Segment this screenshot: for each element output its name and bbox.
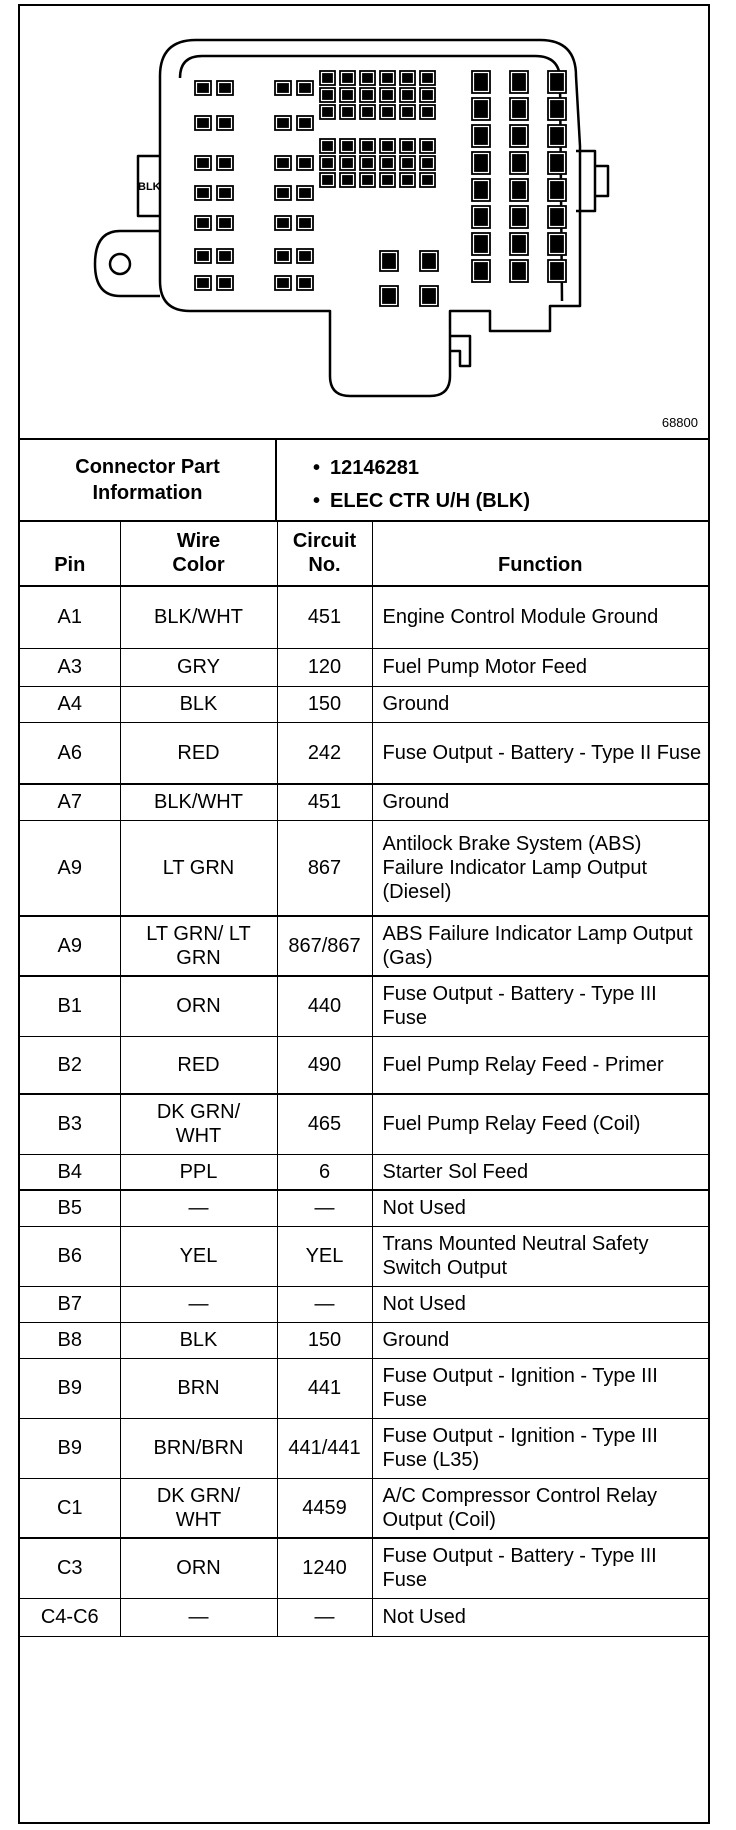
wire-color-cell: RED (120, 722, 277, 784)
circuit-cell: 441/441 (277, 1418, 372, 1478)
cavity-marking (475, 263, 487, 279)
pin-cell: B5 (20, 1190, 120, 1226)
cavity-marking (383, 176, 392, 184)
cavity-marking (423, 159, 432, 167)
cavity-marking (198, 279, 208, 287)
cavity-marking (300, 84, 310, 92)
cavity-marking (513, 101, 525, 117)
function-cell: Fuse Output - Battery - Type III Fuse (372, 1538, 708, 1598)
circuit-cell: 867/867 (277, 916, 372, 976)
table-row (20, 686, 708, 722)
pin-cell: B9 (20, 1358, 120, 1418)
circuit-cell: — (277, 1190, 372, 1226)
cavity-marking (198, 252, 208, 260)
cavity-marking (220, 279, 230, 287)
cavity-marking (403, 108, 412, 116)
table-row (20, 1036, 708, 1094)
connector-sheet (18, 4, 710, 1824)
circuit-cell: 441 (277, 1358, 372, 1418)
cavity-marking (383, 91, 392, 99)
cavity-marking (513, 236, 525, 252)
pin-cell: B1 (20, 976, 120, 1036)
cavity-marking (551, 155, 563, 171)
cavity-marking (513, 182, 525, 198)
table-row (20, 1598, 708, 1636)
cavity-marking (383, 74, 392, 82)
wire-color-cell: — (120, 1190, 277, 1226)
cavity-marking (198, 159, 208, 167)
cavity-marking (300, 219, 310, 227)
function-cell: Not Used (372, 1190, 708, 1226)
cavity-marking (220, 159, 230, 167)
pin-cell: B3 (20, 1094, 120, 1154)
pin-cell: C3 (20, 1538, 120, 1598)
cavity-marking (551, 101, 563, 117)
cavity-marking (475, 101, 487, 117)
wire-color-cell: DK GRN/ WHT (120, 1094, 277, 1154)
function-cell: Ground (372, 1322, 708, 1358)
circuit-cell: 465 (277, 1094, 372, 1154)
function-cell: Ground (372, 784, 708, 820)
cavity-marking (423, 176, 432, 184)
circuit-cell: YEL (277, 1226, 372, 1286)
function-cell: Fuse Output - Battery - Type II Fuse (372, 722, 708, 784)
cavity-marking (323, 142, 332, 150)
cavity-marking (551, 74, 563, 90)
wire-color-cell: LT GRN/ LT GRN (120, 916, 277, 976)
cavity-marking (403, 142, 412, 150)
function-cell: Engine Control Module Ground (372, 586, 708, 648)
cavity-marking (383, 108, 392, 116)
pin-cell: A7 (20, 784, 120, 820)
cavity-marking (220, 84, 230, 92)
circuit-cell: 451 (277, 586, 372, 648)
wire-color-cell: BLK (120, 1322, 277, 1358)
cavity-marking (423, 289, 435, 303)
connector-part-info-label: Connector Part Information (20, 440, 277, 520)
cavity-marking (323, 176, 332, 184)
connector-drawing (20, 6, 708, 438)
table-row (20, 820, 708, 916)
cavity-marking (475, 155, 487, 171)
pin-cell: A9 (20, 820, 120, 916)
function-cell: Not Used (372, 1598, 708, 1636)
wire-color-cell: BLK (120, 686, 277, 722)
table-row (20, 648, 708, 686)
connector-diagram (20, 6, 708, 440)
cavity-marking (383, 254, 395, 268)
pin-cell: B8 (20, 1322, 120, 1358)
wire-color-cell: — (120, 1286, 277, 1322)
cavity-marking (278, 279, 288, 287)
cavity-marking (475, 209, 487, 225)
cavity-marking (551, 128, 563, 144)
part-description: • ELEC CTR U/H (BLK) (313, 485, 708, 518)
wire-color-cell: BRN/BRN (120, 1418, 277, 1478)
cavity-marking (363, 159, 372, 167)
table-row (20, 916, 708, 976)
table-row (20, 1154, 708, 1190)
cavity-marking (475, 128, 487, 144)
table-row (20, 1322, 708, 1358)
function-cell: ABS Failure Indicator Lamp Output (Gas) (372, 916, 708, 976)
cavity-marking (323, 159, 332, 167)
cavity-marking (278, 252, 288, 260)
table-row (20, 1190, 708, 1226)
wire-color-cell: BLK/WHT (120, 586, 277, 648)
table-row (20, 1358, 708, 1418)
cavity-marking (403, 91, 412, 99)
circuit-cell: 451 (277, 784, 372, 820)
cavity-marking (343, 74, 352, 82)
cavity-marking (300, 252, 310, 260)
cavity-marking (278, 159, 288, 167)
function-cell: Not Used (372, 1286, 708, 1322)
wire-color-cell: PPL (120, 1154, 277, 1190)
pin-cell: B7 (20, 1286, 120, 1322)
table-row (20, 586, 708, 648)
cavity-marking (423, 74, 432, 82)
cavity-marking (220, 219, 230, 227)
pin-cell: B2 (20, 1036, 120, 1094)
cavity-marking (198, 219, 208, 227)
wire-color-cell: YEL (120, 1226, 277, 1286)
table-row (20, 722, 708, 784)
pin-cell: A9 (20, 916, 120, 976)
cavity-marking (300, 159, 310, 167)
cavity-marking (403, 74, 412, 82)
circuit-cell: — (277, 1286, 372, 1322)
cavity-marking (343, 108, 352, 116)
cavity-marking (198, 119, 208, 127)
function-cell: Fuse Output - Battery - Type III Fuse (372, 976, 708, 1036)
table-row (20, 1226, 708, 1286)
circuit-cell: 1240 (277, 1538, 372, 1598)
cavity-marking (300, 189, 310, 197)
cavity-marking (343, 176, 352, 184)
wire-color-cell: BRN (120, 1358, 277, 1418)
cavity-marking (513, 155, 525, 171)
cavity-marking (363, 91, 372, 99)
header-function: Function (372, 522, 708, 586)
cavity-marking (300, 119, 310, 127)
cavity-marking (220, 189, 230, 197)
figure-number: 68800 (661, 415, 698, 430)
table-row (20, 1418, 708, 1478)
wire-color-cell: DK GRN/ WHT (120, 1478, 277, 1538)
cavity-marking (551, 263, 563, 279)
table-row (20, 976, 708, 1036)
circuit-cell: 6 (277, 1154, 372, 1190)
cavity-marking (513, 263, 525, 279)
pin-cell: A3 (20, 648, 120, 686)
cavity-marking (475, 182, 487, 198)
cavity-marking (343, 159, 352, 167)
function-cell: Fuse Output - Ignition - Type III Fuse (372, 1358, 708, 1418)
cavity-marking (551, 236, 563, 252)
header-wire-color: Wire Color (120, 522, 277, 586)
pinout-table-body (20, 586, 708, 1636)
circuit-cell: 867 (277, 820, 372, 916)
pin-cell: B6 (20, 1226, 120, 1286)
cavity-marking (323, 108, 332, 116)
table-header-row (20, 522, 708, 586)
circuit-cell: 440 (277, 976, 372, 1036)
pin-cell: B4 (20, 1154, 120, 1190)
blk-label: BLK (138, 181, 161, 193)
pin-cell: C4-C6 (20, 1598, 120, 1636)
wire-color-cell: GRY (120, 648, 277, 686)
cavity-marking (343, 142, 352, 150)
circuit-cell: 120 (277, 648, 372, 686)
cavity-marking (551, 182, 563, 198)
cavity-marking (343, 91, 352, 99)
function-cell: Fuel Pump Motor Feed (372, 648, 708, 686)
cavity-marking (475, 236, 487, 252)
pin-cell: B9 (20, 1418, 120, 1478)
cavity-marking (323, 74, 332, 82)
circuit-cell: 4459 (277, 1478, 372, 1538)
cavity-marking (220, 252, 230, 260)
cavity-marking (383, 142, 392, 150)
function-cell: Fuse Output - Ignition - Type III Fuse (L35) (372, 1418, 708, 1478)
function-cell: Fuel Pump Relay Feed (Coil) (372, 1094, 708, 1154)
cavity-marking (423, 91, 432, 99)
cavity-marking (423, 142, 432, 150)
pinout-table (20, 522, 708, 1637)
wire-color-cell: ORN (120, 976, 277, 1036)
cavity-marking (300, 279, 310, 287)
cavity-marking (220, 119, 230, 127)
cavity-marking (513, 209, 525, 225)
pin-cell: A1 (20, 586, 120, 648)
circuit-cell: 150 (277, 1322, 372, 1358)
wire-color-cell: RED (120, 1036, 277, 1094)
cavity-marking (323, 91, 332, 99)
cavity-marking (551, 209, 563, 225)
cavity-marking (513, 74, 525, 90)
cavity-marking (423, 108, 432, 116)
cavity-marking (363, 142, 372, 150)
cavity-marking (198, 189, 208, 197)
table-row (20, 1538, 708, 1598)
cavity-marking (513, 128, 525, 144)
header-circuit-no: Circuit No. (277, 522, 372, 586)
wire-color-cell: LT GRN (120, 820, 277, 916)
table-row (20, 784, 708, 820)
function-cell: Ground (372, 686, 708, 722)
connector-part-info-list (277, 440, 708, 520)
function-cell: A/C Compressor Control Relay Output (Coil) (372, 1478, 708, 1538)
header-pin: Pin (20, 522, 120, 586)
wire-color-cell: ORN (120, 1538, 277, 1598)
function-cell: Antilock Brake System (ABS) Failure Indicator Lamp Output (Diesel) (372, 820, 708, 916)
pin-cell: A4 (20, 686, 120, 722)
function-cell: Fuel Pump Relay Feed - Primer (372, 1036, 708, 1094)
function-cell: Trans Mounted Neutral Safety Switch Output (372, 1226, 708, 1286)
cavity-marking (278, 84, 288, 92)
cavity-marking (383, 159, 392, 167)
cavity-marking (278, 119, 288, 127)
connector-part-info (20, 440, 708, 522)
cavity-marking (363, 108, 372, 116)
table-row (20, 1286, 708, 1322)
cavity-marking (278, 189, 288, 197)
circuit-cell: 150 (277, 686, 372, 722)
cavity-marking (403, 176, 412, 184)
cavity-marking (403, 159, 412, 167)
wire-color-cell: BLK/WHT (120, 784, 277, 820)
pin-cell: C1 (20, 1478, 120, 1538)
cavity-marking (198, 84, 208, 92)
cavity-marking (383, 289, 395, 303)
function-cell: Starter Sol Feed (372, 1154, 708, 1190)
pin-cell: A6 (20, 722, 120, 784)
cavity-marking (278, 219, 288, 227)
cavity-marking (475, 74, 487, 90)
table-row (20, 1478, 708, 1538)
table-row (20, 1094, 708, 1154)
cavity-marking (363, 74, 372, 82)
part-number: • 12146281 (313, 452, 708, 485)
wire-color-cell: — (120, 1598, 277, 1636)
circuit-cell: 490 (277, 1036, 372, 1094)
cavity-marking (423, 254, 435, 268)
cavity-marking (363, 176, 372, 184)
circuit-cell: 242 (277, 722, 372, 784)
circuit-cell: — (277, 1598, 372, 1636)
